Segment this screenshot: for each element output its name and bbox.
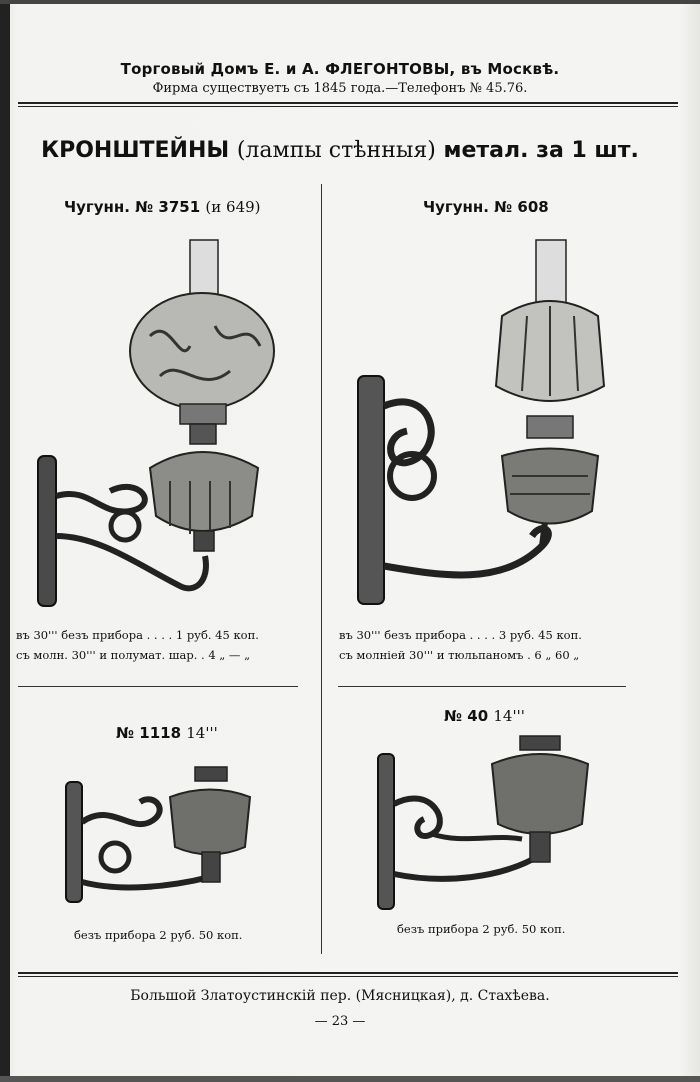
price-3751-plain: въ 30''' безъ прибора . . . . 1 руб. 45 коп. bbox=[16, 628, 259, 642]
price-40: безъ прибора 2 руб. 50 коп. bbox=[397, 922, 566, 936]
lamp-40-illustration bbox=[372, 734, 597, 914]
item-title-3751: Чугунн. № 3751 (и 649) bbox=[64, 198, 261, 216]
company-founded-phone: Фирма существуетъ съ 1845 года.—Телефонъ № 45.76. bbox=[152, 81, 528, 96]
page-number: — 23 — bbox=[314, 1014, 366, 1029]
price-3751-full: съ молн. 30''' и полумат. шар. . 4 „ — „ bbox=[16, 648, 251, 662]
row-divider-right bbox=[338, 686, 626, 687]
lamp-608-illustration bbox=[352, 236, 617, 611]
page-title bbox=[20, 138, 660, 163]
row-divider-left bbox=[18, 686, 298, 687]
title-main: КРОНШТЕЙНЫ bbox=[41, 138, 230, 163]
lamp-3751-illustration bbox=[30, 236, 290, 611]
header-rule bbox=[18, 102, 678, 107]
title-rest: метал. за 1 шт. bbox=[443, 138, 639, 163]
item-title-1118: № 1118 14''' bbox=[116, 724, 218, 742]
title-paren: (лампы стѣнныя) bbox=[236, 138, 436, 163]
footer-rule bbox=[18, 972, 678, 977]
column-divider bbox=[321, 184, 322, 954]
book-spine-edge bbox=[0, 0, 10, 1082]
price-608-plain: въ 30''' безъ прибора . . . . 3 руб. 45 коп. bbox=[339, 628, 582, 642]
page-top-edge bbox=[0, 0, 700, 4]
price-608-full: съ молніей 30''' и тюльпаномъ . 6 „ 60 „ bbox=[339, 648, 580, 662]
footer-address: Большой Златоустинскій пер. (Мясницкая), д. Стахѣева. bbox=[130, 988, 550, 1004]
item-title-40: № 40 14''' bbox=[444, 707, 525, 725]
lamp-1118-illustration bbox=[60, 762, 260, 912]
item-title-608: Чугунн. № 608 bbox=[423, 198, 549, 216]
price-1118: безъ прибора 2 руб. 50 коп. bbox=[74, 928, 243, 942]
page-bottom-edge bbox=[0, 1076, 700, 1082]
company-name: Торговый Домъ Е. и А. ФЛЕГОНТОВЫ, въ Москвѣ. bbox=[120, 60, 560, 78]
